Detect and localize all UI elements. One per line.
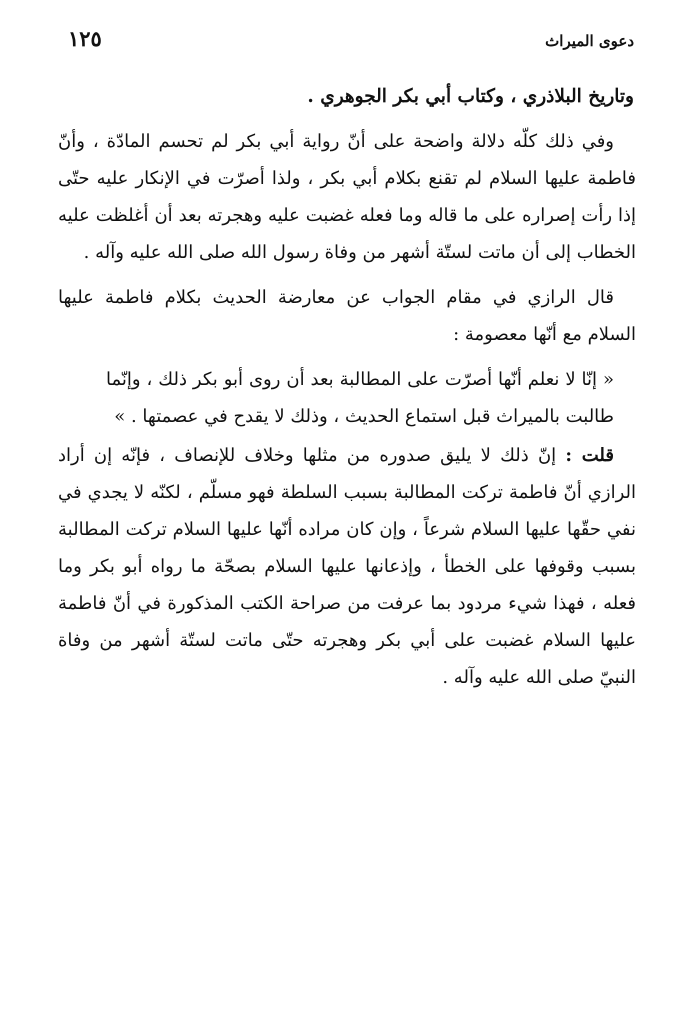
body-text: [58, 78, 636, 704]
paragraph-3-text: إنّ ذلك لا يليق صدوره من مثلها وخلاف للإنصاف ، فإنّه إن أراد الرازي أنّ فاطمة تركت المطالبة بسبب السلطة فهو مسلّم ، لكنّه لا يجدي في نفي حقّها عليها السلام شرعاً ، وإن كان مراده أنّها عليها السلام تركت المطالبة بسبب وقوفها على الخطأ ، وإذعانها عليها السلام بصحّة ما رواه أبو بكر وما فعله ، فهذا شيء مردود بما عرفت من صراحة الكتب المذكورة في أنّ فاطمة عليها السلام غضبت على أبي بكر وهجرته حتّى ماتت لستّة أشهر من وفاة النبيّ صلى الله عليه وآله .: [58, 445, 636, 688]
paragraph-2: قال الرازي في مقام الجواب عن معارضة الحديث بكلام فاطمة عليها السلام مع أنّها معصومة :: [58, 287, 636, 345]
paragraph-3: [58, 437, 636, 696]
razi-quote: « إنّا لا نعلم أنّها أصرّت على المطالبة بعد أن روى أبو بكر ذلك ، وإنّما طالبت بالميراث قبل استماع الحديث ، وذلك لا يقدح في عصمتها . »: [106, 369, 614, 427]
running-header: [66, 26, 634, 56]
chapter-title: دعوى الميراث: [545, 32, 634, 50]
page-number: ١٢٥: [68, 26, 102, 51]
qalt-label: قلت :: [565, 445, 614, 466]
continuation-line: وتاريخ البلاذري ، وكتاب أبي بكر الجوهري .: [307, 86, 634, 107]
paragraph-1: وفي ذلك كلّه دلالة واضحة على أنّ رواية أبي بكر لم تحسم المادّة ، وأنّ فاطمة عليها السلام لم تقنع بكلام أبي بكر ، ولذا أصرّت في الإنكار عليه حتّى إذا رأت إصراره على ما قاله وما فعله غضبت عليه وهجرته بعد أن أغلظت عليه الخطاب إلى أن ماتت لستّة أشهر من وفاة رسول الله صلى الله عليه وآله .: [58, 131, 636, 263]
